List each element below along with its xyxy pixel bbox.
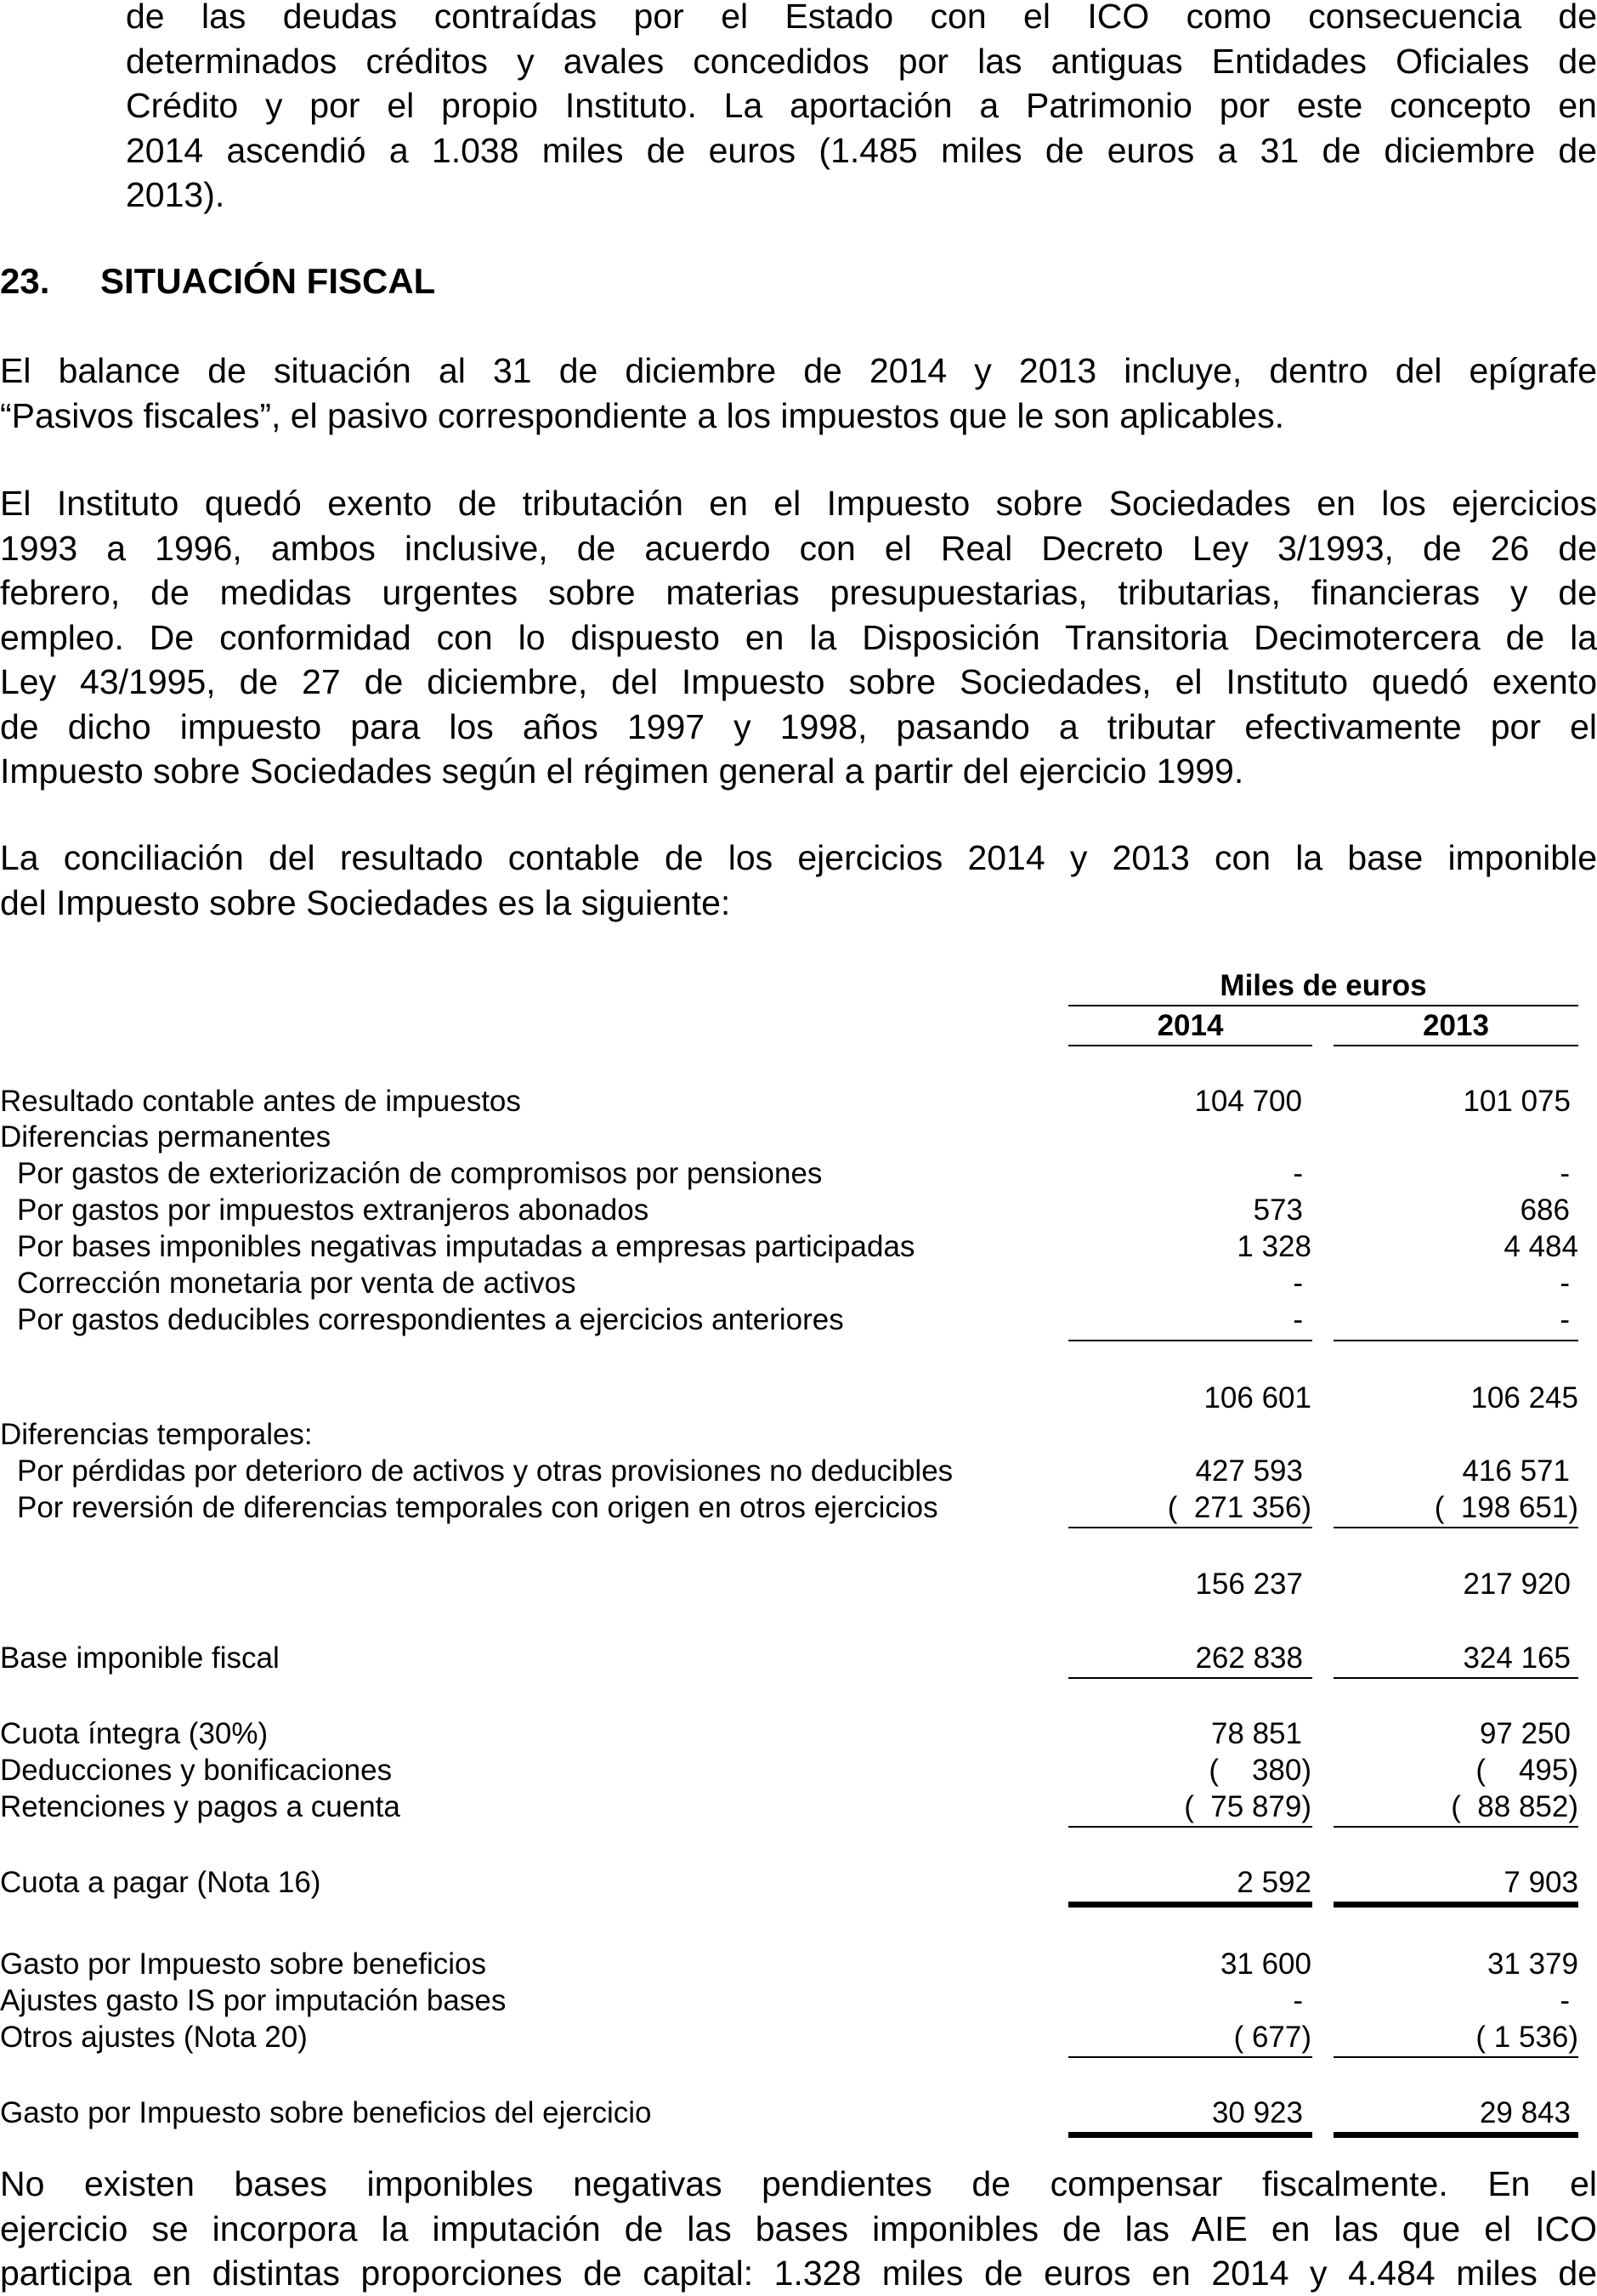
value-2014: 262 838 (1195, 1641, 1303, 1675)
value-2013: - (1560, 1157, 1570, 1190)
value-2013: ( 495) (1475, 1754, 1578, 1787)
text-line: 2014 ascendió a 1.038 miles de euros (1.485 miles de euros a 31 de diciembre de (126, 130, 1597, 170)
text-line: La conciliación del resultado contable de los ejercicios 2014 y 2013 con la base imponible (0, 838, 1597, 877)
table-row (0, 1717, 1597, 1751)
value-2014: 78 851 (1210, 1717, 1302, 1750)
row-label: Por bases imponibles negativas imputadas a empresas participadas (17, 1230, 915, 1263)
table-row (0, 1790, 1597, 1824)
value-2014: - (1293, 1984, 1303, 2017)
text-line: empleo. De conformidad con lo dispuesto en la Disposición Transitoria Decimotercera de la (0, 617, 1597, 657)
row-label: Retenciones y pagos a cuenta (0, 1790, 400, 1823)
table-row (0, 1568, 1597, 1602)
value-2013: 416 571 (1462, 1454, 1570, 1488)
table-row (0, 1754, 1597, 1788)
column-header-2013: 2013 (1423, 1009, 1489, 1042)
subtotal-rule (1068, 1826, 1312, 1828)
value-2014: 104 700 (1194, 1085, 1302, 1118)
table-row (0, 1947, 1597, 1981)
total-rule (1334, 1902, 1578, 1908)
text-line: determinados créditos y avales concedidos por las antiguas Entidades Oficiales de (126, 41, 1597, 81)
text-line: Ley 43/1995, de 27 de diciembre, del Impuesto sobre Sociedades, el Instituto quedó exento (0, 662, 1597, 701)
value-2014: ( 271 356) (1167, 1491, 1311, 1524)
table-row (0, 1267, 1597, 1301)
table-row (0, 1120, 1597, 1154)
subtotal-rule (1334, 2056, 1578, 2058)
value-2014: 573 (1253, 1193, 1303, 1227)
row-label: Por reversión de diferencias temporales con origen en otros ejercicios (17, 1491, 938, 1524)
row-label: Por gastos por impuestos extranjeros abonados (17, 1193, 649, 1227)
row-label: Otros ajustes (Nota 20) (0, 2021, 308, 2054)
subtotal-rule (1334, 1527, 1578, 1528)
text-line: 2013). (126, 175, 225, 214)
value-2013: ( 1 536) (1475, 2021, 1578, 2054)
total-rule (1068, 1902, 1312, 1908)
value-2014: 156 237 (1195, 1568, 1303, 1601)
row-label: Cuota a pagar (Nota 16) (0, 1866, 321, 1899)
subtotal-rule (1068, 2056, 1312, 2058)
total-rule (1334, 2132, 1578, 2138)
table-row (0, 1381, 1597, 1415)
subtotal-rule (1068, 1527, 1312, 1528)
text-line: febrero, de medidas urgentes sobre materias presupuestarias, tributarias, financieras y de (0, 573, 1597, 612)
section-title: SITUACIÓN FISCAL (100, 261, 436, 301)
value-2014: - (1293, 1303, 1303, 1336)
row-label: Diferencias temporales: (0, 1418, 313, 1451)
value-2014: ( 75 879) (1184, 1790, 1311, 1823)
table-row (0, 2096, 1597, 2130)
text-line: ejercicio se incorpora la imputación de las bases imponibles de las AIE en las que el ICO (0, 2208, 1597, 2248)
table-row (0, 2021, 1597, 2055)
value-2014: 427 593 (1195, 1454, 1303, 1488)
table-row (0, 1193, 1597, 1227)
value-2013: - (1560, 1303, 1570, 1336)
value-2013: 324 165 (1463, 1641, 1571, 1675)
text-line: No existen bases imponibles negativas pendientes de compensar fiscalmente. En el (0, 2164, 1597, 2203)
value-2013: - (1560, 1984, 1570, 2017)
text-line: 1993 a 1996, ambos inclusive, de acuerdo con el Real Decreto Ley 3/1993, de 26 de (0, 528, 1597, 568)
paragraph-exencion (0, 481, 1597, 794)
value-2013: 106 245 (1470, 1381, 1578, 1414)
value-2014: - (1293, 1157, 1303, 1190)
subtotal-rule (1068, 1677, 1312, 1679)
text-line: El Instituto quedó exento de tributación en el Impuesto sobre Sociedades en los ejercicios (0, 484, 1597, 523)
row-label: Por gastos de exteriorización de compromisos por pensiones (17, 1157, 823, 1190)
total-rule (1068, 2132, 1312, 2138)
closing-paragraph (0, 2162, 1597, 2296)
value-2013: ( 88 852) (1451, 1790, 1578, 1823)
table-row (0, 1641, 1597, 1675)
table-row (0, 1866, 1597, 1900)
value-2013: 7 903 (1504, 1866, 1578, 1899)
header-rule (1068, 1045, 1312, 1046)
subtotal-rule (1334, 1340, 1578, 1341)
table-row (0, 1230, 1597, 1264)
value-2014: 1 328 (1237, 1230, 1311, 1263)
paragraph-conciliacion (0, 836, 1597, 925)
row-label: Diferencias permanentes (0, 1120, 331, 1154)
value-2013: 31 379 (1487, 1947, 1578, 1981)
value-2014: - (1293, 1267, 1303, 1300)
table-row (0, 1984, 1597, 2018)
value-2014: 30 923 (1211, 2096, 1303, 2129)
row-label: Por pérdidas por deterioro de activos y otras provisiones no deducibles (17, 1454, 954, 1488)
value-2013: 29 843 (1479, 2096, 1571, 2129)
section-number: 23. (0, 261, 50, 301)
value-2013: ( 198 651) (1434, 1491, 1578, 1524)
row-label: Gasto por Impuesto sobre beneficios del ejercicio (0, 2096, 652, 2129)
value-2014: 106 601 (1203, 1381, 1311, 1414)
row-label: Resultado contable antes de impuestos (0, 1085, 521, 1118)
header-rule (1068, 1005, 1578, 1006)
section-heading (0, 259, 435, 303)
text-line: del Impuesto sobre Sociedades es la siguiente: (0, 882, 731, 922)
value-2013: 686 (1520, 1193, 1570, 1227)
row-label: Corrección monetaria por venta de activos (17, 1267, 576, 1300)
value-2013: 97 250 (1479, 1717, 1571, 1750)
row-label: Gasto por Impuesto sobre beneficios (0, 1947, 486, 1981)
value-2014: ( 380) (1209, 1754, 1311, 1787)
value-2014: ( 677) (1233, 2021, 1311, 2054)
text-line: “Pasivos fiscales”, el pasivo correspondiente a los impuestos que le son aplicables. (0, 395, 1284, 435)
value-2014: 2 592 (1237, 1866, 1311, 1899)
table-row (0, 1085, 1597, 1119)
row-label: Por gastos deducibles correspondientes a ejercicios anteriores (17, 1303, 844, 1336)
table-row (0, 1418, 1597, 1452)
value-2013: 101 075 (1463, 1085, 1571, 1118)
table-row (0, 1303, 1597, 1337)
value-2014: 31 600 (1220, 1947, 1311, 1981)
value-2013: 217 920 (1463, 1568, 1571, 1601)
row-label: Cuota íntegra (30%) (0, 1717, 269, 1750)
row-label: Ajustes gasto IS por imputación bases (0, 1984, 507, 2017)
table-row (0, 1157, 1597, 1191)
row-label: Deducciones y bonificaciones (0, 1754, 393, 1787)
table-row (0, 1491, 1597, 1525)
value-2013: 4 484 (1504, 1230, 1578, 1263)
value-2013: - (1560, 1267, 1570, 1300)
text-line: de dicho impuesto para los años 1997 y 1998, pasando a tributar efectivamente por el (0, 706, 1597, 746)
text-line: Crédito y por el propio Instituto. La aportación a Patrimonio por este concepto en (126, 86, 1597, 125)
subtotal-rule (1334, 1677, 1578, 1679)
subtotal-rule (1068, 1340, 1312, 1341)
text-line: El balance de situación al 31 de diciembre de 2014 y 2013 incluye, dentro del epígrafe (0, 351, 1597, 390)
text-line: Impuesto sobre Sociedades según el régimen general a partir del ejercicio 1999. (0, 751, 1244, 791)
row-label: Base imponible fiscal (0, 1641, 280, 1675)
text-line: de las deudas contraídas por el Estado con el ICO como consecuencia de (126, 0, 1597, 36)
paragraph-pasivos-fiscales (0, 349, 1597, 438)
text-line: participa en distintas proporciones de capital: 1.328 miles de euros en 2014 y 4.484 miles de (0, 2253, 1597, 2293)
subtotal-rule (1334, 1826, 1578, 1828)
column-header-2014: 2014 (1157, 1009, 1224, 1042)
table-unit-header: Miles de euros (1220, 969, 1427, 1002)
header-rule (1334, 1045, 1578, 1046)
intro-paragraph (126, 0, 1597, 218)
table-row (0, 1454, 1597, 1488)
